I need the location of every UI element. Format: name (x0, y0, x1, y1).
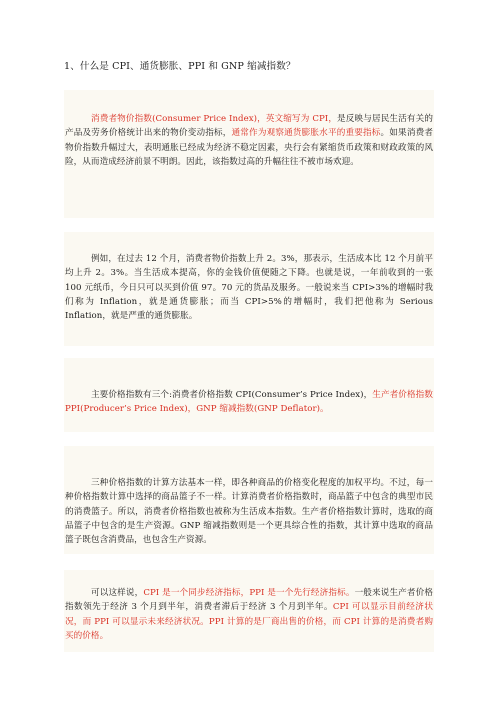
calculation-paragraph: 三种价格指数的计算方法基本一样，即各种商品的价格变化程度的加权平均。不过，每一种价格指数计算中选择的商品篮子不一样。计算消费者价格指数时，商品篮子中包含的典型市民的消费篮子。所以，消费者价格指数也被称为生活成本指数。生产者价格指数计算时，选取的商品篮子中包含的是生产资源。GNP 缩减指数则是一个更具综合性的指数，其计算中选取的商品篮子既包含消费品，也包含生产资源。 (65, 478, 433, 546)
cpi-term-highlight: 消费者物价指数(Consumer Price Index)，英文缩写为 CPI， (91, 114, 338, 124)
indicator-type-highlight: CPI 是一个同步经济指标，PPI 是一个先行经济指标。 (143, 588, 355, 598)
cpi-definition-paragraph (65, 96, 433, 169)
cpi-definition-text: 是反映与居民生活有关的产品及劳务价格统计出来的物价变动指标， (65, 114, 433, 139)
price-indices-paragraph (65, 364, 433, 417)
cpi-example-paragraph: 例如，在过去 12 个月，消费者物价指数上升 2。3%，那表示，生活成本比 12 个月前平均上升 2。3%。当生活成本提高，你的金钱价值便随之下降。也就是说，一年前收到的一张 100 元纸币，今日只可以买到价值 97。70 元的货品及服务。一般说来当 CPI>3%的增幅时我们称为 Inflation，就是通货膨胀；而当 CPI>5%的增幅时，我们把他称为 Serious Inflation，就是严重的通货膨胀。 (65, 254, 433, 322)
paragraph-block-cpi-example (64, 232, 434, 346)
intro-text: 可以这样说， (91, 588, 144, 598)
paragraph-block-cpi-vs-ppi (64, 570, 434, 652)
cpi-impact-text: 。如果消费者物价指数升幅过大，表明通胀已经成为经济不稳定因素，央行会有紧缩货币政策和财政政策的风险，从而造成经济前景不明朗。因此，该指数过高的升幅往往不被市场欢迎。 (65, 128, 433, 167)
cpi-vs-ppi-paragraph (65, 576, 433, 643)
paragraph-block-cpi-definition (64, 90, 434, 218)
cpi-index-text: 主要价格指数有三个:消费者价格指数 CPI(Consumer’s Price Index)， (91, 390, 373, 400)
economic-status-highlight: CPI 可以显示目前经济状况，而 PPI 可以显示未来经济状况。PPI 计算的是厂商出售的价格，而 CPI 计算的是消费者购买的价格。 (65, 602, 433, 641)
lead-lag-text: 一般来说生产者价格指数领先于经济 3 个月到半年，消费者滞后于经济 3 个月到半年。 (65, 588, 433, 613)
paragraph-block-calculation (64, 446, 434, 554)
ppi-gnp-highlight: 生产者价格指数 PPI(Producer’s Price Index)，GNP 缩减指数(GNP Deflator)。 (65, 390, 433, 415)
question-heading: 1、什么是 CPI、通货膨胀、PPI 和 GNP 缩减指数？ (64, 61, 296, 72)
inflation-indicator-highlight: 通常作为观察通货膨胀水平的重要指标 (231, 128, 381, 139)
paragraph-block-price-indices (64, 358, 434, 432)
